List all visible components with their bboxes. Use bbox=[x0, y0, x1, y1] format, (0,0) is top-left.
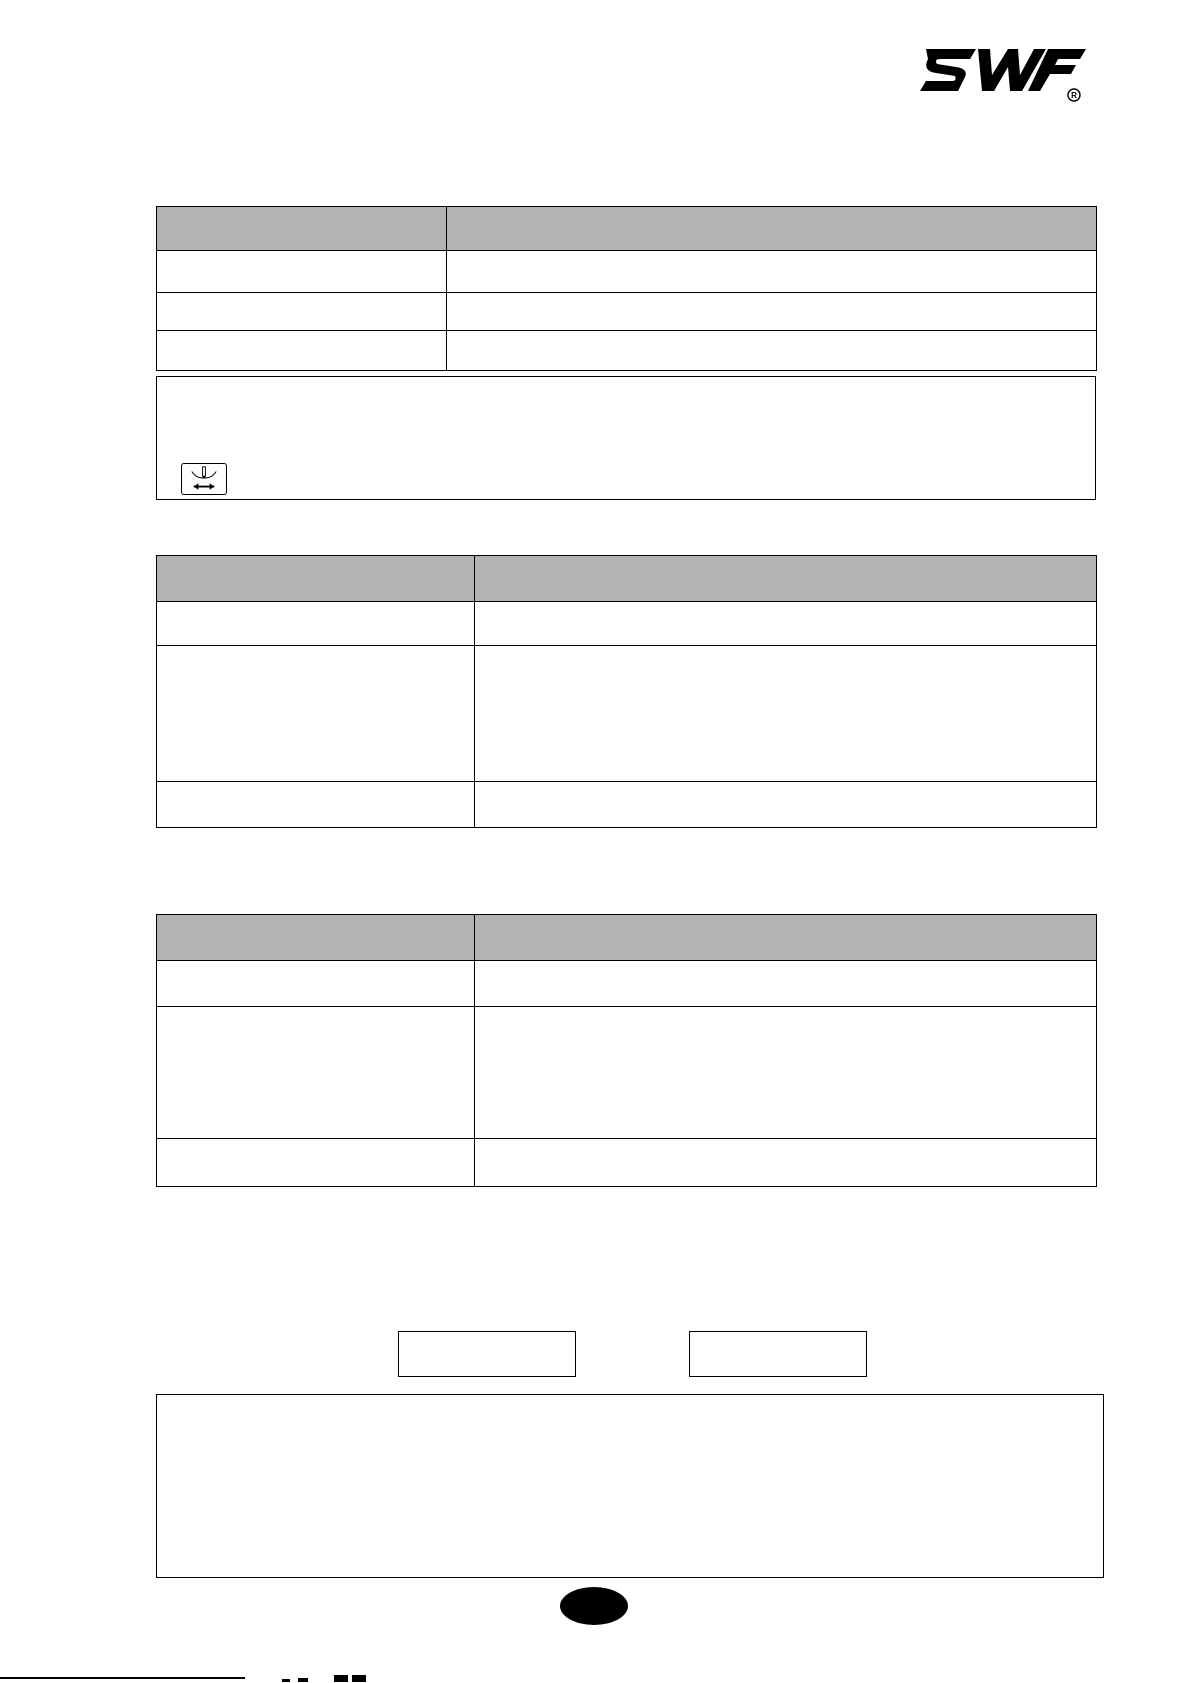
table-cell bbox=[157, 293, 447, 331]
table-cell bbox=[475, 1139, 1097, 1187]
display-box-left bbox=[398, 1331, 576, 1377]
header-cell bbox=[475, 915, 1097, 961]
table-header-row bbox=[157, 556, 1097, 602]
header-cell bbox=[157, 915, 475, 961]
table-cell bbox=[157, 251, 447, 293]
table-row bbox=[157, 782, 1097, 828]
table-cell bbox=[157, 331, 447, 371]
table-2 bbox=[156, 555, 1097, 828]
table-1 bbox=[156, 206, 1097, 371]
table-cell bbox=[475, 646, 1097, 782]
table-header-row bbox=[157, 915, 1097, 961]
table-cell bbox=[475, 961, 1097, 1007]
table-row bbox=[157, 1007, 1097, 1139]
table-cell bbox=[475, 782, 1097, 828]
table-cell bbox=[157, 646, 475, 782]
display-box-right bbox=[689, 1331, 867, 1377]
header-cell bbox=[475, 556, 1097, 602]
table-header-row bbox=[157, 207, 1097, 251]
table-cell bbox=[157, 602, 475, 646]
header-cell bbox=[157, 556, 475, 602]
header-cell bbox=[157, 207, 447, 251]
svg-text:R: R bbox=[1071, 91, 1077, 100]
note-box bbox=[156, 376, 1096, 500]
table-row bbox=[157, 602, 1097, 646]
table-cell bbox=[447, 293, 1097, 331]
page-number-badge bbox=[560, 1587, 628, 1625]
table-row bbox=[157, 331, 1097, 371]
swf-logo bbox=[918, 45, 1086, 103]
table-row bbox=[157, 961, 1097, 1007]
table-cell bbox=[157, 1139, 475, 1187]
footer-rule bbox=[0, 1677, 245, 1679]
table-cell bbox=[157, 961, 475, 1007]
header-cell bbox=[447, 207, 1097, 251]
footer-marks bbox=[280, 1673, 370, 1683]
table-3 bbox=[156, 914, 1097, 1187]
table-row bbox=[157, 646, 1097, 782]
table-cell bbox=[447, 331, 1097, 371]
table-row bbox=[157, 1139, 1097, 1187]
needle-shift-key-icon bbox=[181, 463, 227, 495]
table-row bbox=[157, 251, 1097, 293]
table-cell bbox=[157, 782, 475, 828]
table-cell bbox=[157, 1007, 475, 1139]
table-cell bbox=[475, 1007, 1097, 1139]
table-row bbox=[157, 293, 1097, 331]
bottom-note-box bbox=[156, 1394, 1104, 1578]
table-cell bbox=[447, 251, 1097, 293]
table-cell bbox=[475, 602, 1097, 646]
